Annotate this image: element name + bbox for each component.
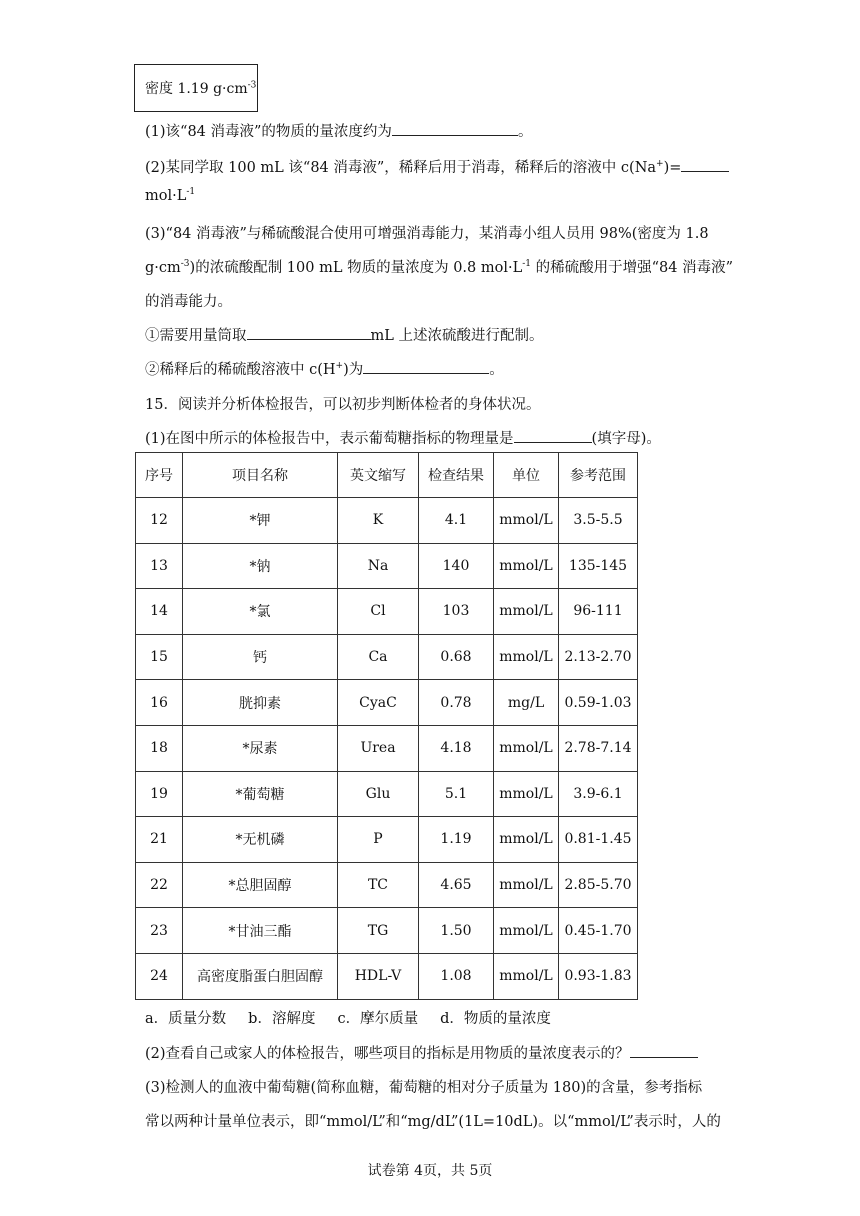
table-cell: 18: [136, 725, 183, 771]
question-15-intro: [145, 393, 540, 414]
table-cell: 22: [136, 862, 183, 908]
header-cell: 检查结果: [419, 453, 494, 498]
table-cell: 4.65: [419, 862, 494, 908]
table-cell: 135-145: [559, 543, 638, 589]
q15-p3b: 常以两种计量单位表示，即“mmol/L”和“mg/dL”(1L=10dL)。以“mmol/L”表示时，人的: [145, 1114, 721, 1130]
option-a: a．质量分数: [145, 1011, 227, 1027]
q3-s1a: ①需要用量筒取: [145, 328, 247, 344]
question-3-line-2: [145, 256, 733, 277]
q3-l2c: 的稀硫酸用于增强“84 消毒液”: [531, 260, 733, 276]
table-cell: *钠: [183, 543, 338, 589]
question-1: [145, 120, 532, 141]
density-sup: -3: [247, 80, 257, 91]
q3-s2-sup: +: [335, 361, 344, 372]
table-row: [136, 680, 638, 726]
table-cell: 1.08: [419, 953, 494, 999]
q15-p3a: (3)检测人的血液中葡萄糖(简称血糖，葡萄糖的相对分子质量为 180)的含量，参考指标: [145, 1080, 703, 1096]
table-cell: mmol/L: [494, 771, 559, 817]
table-cell: Na: [338, 543, 419, 589]
table-cell: mmol/L: [494, 498, 559, 544]
q3-s1b: mL 上述浓硫酸进行配制。: [370, 328, 544, 344]
table-cell: 24: [136, 953, 183, 999]
table-cell: mmol/L: [494, 953, 559, 999]
table-cell: *葡萄糖: [183, 771, 338, 817]
table-cell: 15: [136, 634, 183, 680]
header-cell: 单位: [494, 453, 559, 498]
q3-line-1: (3)“84 消毒液”与稀硫酸混合使用可增强消毒能力，某消毒小组人员用 98%(密度为 1.8: [145, 226, 709, 242]
q15-p1a: (1)在图中所示的体检报告中，表示葡萄糖指标的物理量是: [145, 431, 514, 447]
table-cell: Cl: [338, 589, 419, 635]
table-row: [136, 771, 638, 817]
density-box: [134, 64, 258, 112]
table-cell: HDL-V: [338, 953, 419, 999]
q1-text: (1)该“84 消毒液”的物质的量浓度约为: [145, 124, 392, 140]
table-cell: 2.13-2.70: [559, 634, 638, 680]
table-cell: 0.93-1.83: [559, 953, 638, 999]
q3-s2a: ②稀释后的稀硫酸溶液中 c(H: [145, 362, 336, 378]
table-cell: *氯: [183, 589, 338, 635]
q3-l2b: )的浓硫酸配制 100 mL 物质的量浓度为 0.8 mol·L: [189, 260, 523, 276]
table-row: [136, 725, 638, 771]
question-2-unit: [145, 188, 195, 204]
q15-p2: (2)查看自己或家人的体检报告，哪些项目的指标是用物质的量浓度表示的？: [145, 1046, 630, 1062]
question-15-part-3-line-1: [145, 1076, 702, 1097]
table-cell: mmol/L: [494, 543, 559, 589]
table-cell: 5.1: [419, 771, 494, 817]
table-row: [136, 817, 638, 863]
option-c: c．摩尔质量: [337, 1011, 419, 1027]
health-report-table: [135, 452, 638, 1000]
q2-tail: )=: [663, 160, 682, 176]
table-cell: 96-111: [559, 589, 638, 635]
q15-p1b: (填字母)。: [591, 431, 661, 447]
q3-line-3: 的消毒能力。: [145, 294, 232, 310]
q3-l2a-sup: -3: [180, 259, 190, 270]
table-cell: mmol/L: [494, 862, 559, 908]
q2-text: (2)某同学取 100 mL 该“84 消毒液”，稀释后用于消毒，稀释后的溶液中 c(Na: [145, 160, 657, 176]
q15-intro: 15．阅读并分析体检报告，可以初步判断体检者的身体状况。: [145, 397, 541, 413]
table-cell: Glu: [338, 771, 419, 817]
table-row: [136, 543, 638, 589]
answer-blank: [514, 428, 592, 443]
table-cell: mg/L: [494, 680, 559, 726]
table-cell: 4.1: [419, 498, 494, 544]
q2-unit: mol·L: [145, 188, 187, 204]
table-cell: 1.50: [419, 908, 494, 954]
header-cell: 序号: [136, 453, 183, 498]
table-cell: 高密度脂蛋白胆固醇: [183, 953, 338, 999]
table-cell: *甘油三酯: [183, 908, 338, 954]
table-cell: mmol/L: [494, 817, 559, 863]
q3-l2a: g·cm: [145, 260, 181, 276]
question-15-part-2: [145, 1042, 698, 1063]
table-cell: Ca: [338, 634, 419, 680]
table-cell: 13: [136, 543, 183, 589]
page-footer: 试卷第 4页，共 5页: [367, 1163, 493, 1179]
option-b: b．溶解度: [248, 1011, 316, 1027]
header-cell: 英文缩写: [338, 453, 419, 498]
q3-s2c: 。: [489, 362, 504, 378]
table-cell: mmol/L: [494, 589, 559, 635]
table-cell: *钾: [183, 498, 338, 544]
table-cell: 0.78: [419, 680, 494, 726]
answer-blank: [681, 157, 729, 172]
table-cell: K: [338, 498, 419, 544]
table-cell: 21: [136, 817, 183, 863]
answer-options: [145, 1007, 573, 1028]
q3-l2b-sup: -1: [522, 259, 531, 270]
table-cell: 0.59-1.03: [559, 680, 638, 726]
header-cell: 参考范围: [559, 453, 638, 498]
table-cell: *尿素: [183, 725, 338, 771]
table-cell: 4.18: [419, 725, 494, 771]
table-cell: 1.19: [419, 817, 494, 863]
table-cell: 胱抑素: [183, 680, 338, 726]
table-cell: 3.9-6.1: [559, 771, 638, 817]
table-cell: mmol/L: [494, 634, 559, 680]
q1-end: 。: [517, 124, 533, 140]
table-cell: 0.68: [419, 634, 494, 680]
question-3-sub-2: [145, 358, 504, 379]
table-cell: Urea: [338, 725, 419, 771]
table-row: [136, 498, 638, 544]
table-cell: P: [338, 817, 419, 863]
table-cell: mmol/L: [494, 908, 559, 954]
density-text: 密度 1.19 g·cm: [145, 81, 248, 97]
table-row: [136, 953, 638, 999]
table-cell: 19: [136, 771, 183, 817]
table-cell: *无机磷: [183, 817, 338, 863]
table-cell: TG: [338, 908, 419, 954]
option-d: d．物质的量浓度: [440, 1011, 551, 1027]
table-cell: 14: [136, 589, 183, 635]
table-cell: CyaC: [338, 680, 419, 726]
table-header-row: [136, 453, 638, 498]
table-cell: 0.81-1.45: [559, 817, 638, 863]
table-cell: 2.85-5.70: [559, 862, 638, 908]
q2-unit-sup: -1: [186, 187, 196, 198]
table-cell: TC: [338, 862, 419, 908]
table-row: [136, 862, 638, 908]
table-row: [136, 634, 638, 680]
table-cell: 12: [136, 498, 183, 544]
table-cell: 2.78-7.14: [559, 725, 638, 771]
table-cell: mmol/L: [494, 725, 559, 771]
answer-blank: [363, 359, 489, 374]
question-15-part-1: [145, 427, 661, 448]
question-3-line-3: [145, 290, 232, 311]
table-cell: 钙: [183, 634, 338, 680]
answer-blank: [392, 121, 518, 136]
question-3-line-1: [145, 222, 709, 243]
question-3-sub-1: [145, 324, 544, 345]
table-cell: 140: [419, 543, 494, 589]
answer-blank: [630, 1043, 698, 1058]
answer-blank: [247, 325, 371, 340]
table-cell: *总胆固醇: [183, 862, 338, 908]
header-cell: 项目名称: [183, 453, 338, 498]
question-15-part-3-line-2: [145, 1110, 721, 1131]
table-cell: 103: [419, 589, 494, 635]
table-cell: 0.45-1.70: [559, 908, 638, 954]
question-2: [145, 156, 729, 177]
table-cell: 16: [136, 680, 183, 726]
q2-sup: +: [656, 159, 664, 170]
table-row: [136, 589, 638, 635]
q3-s2b: )为: [343, 362, 364, 378]
table-row: [136, 908, 638, 954]
table-cell: 3.5-5.5: [559, 498, 638, 544]
table-cell: 23: [136, 908, 183, 954]
